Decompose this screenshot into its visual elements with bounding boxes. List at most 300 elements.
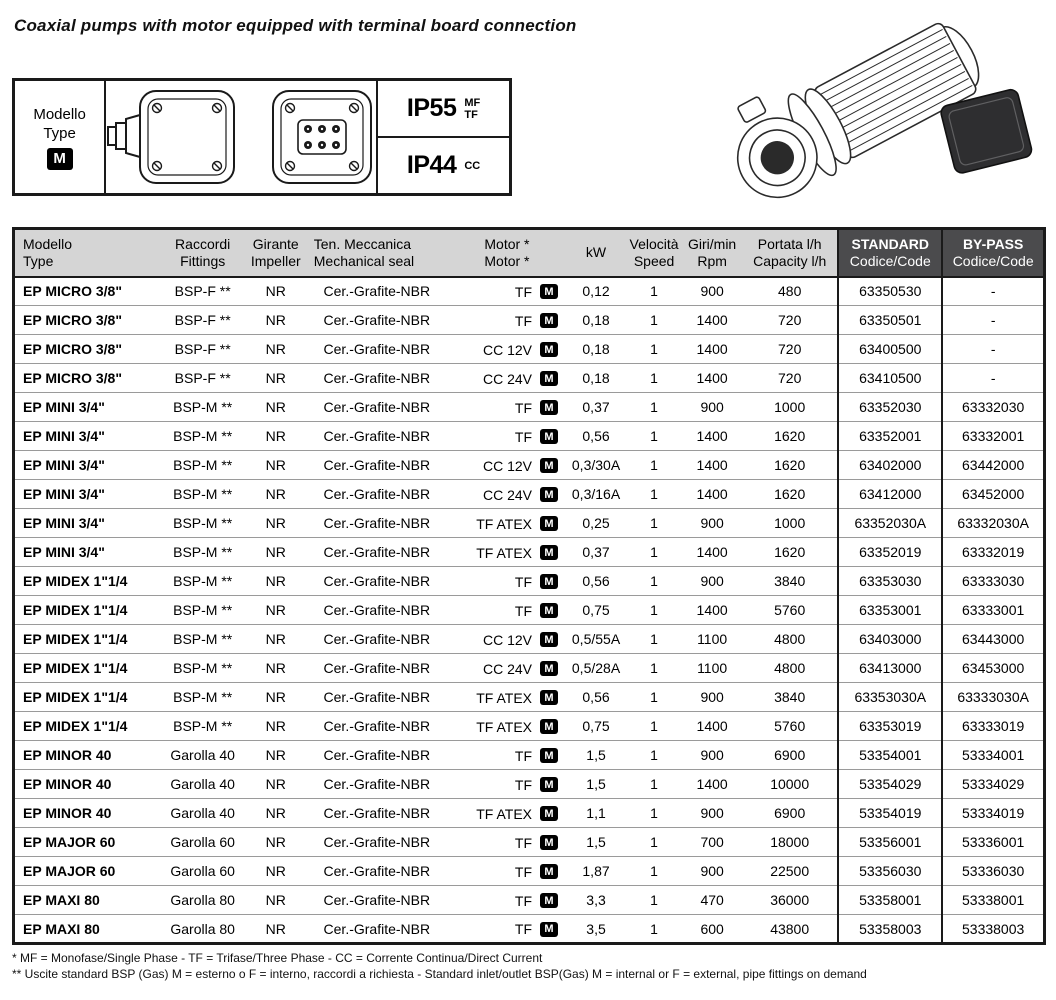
capacity-cell: 10000	[742, 770, 838, 799]
kw-cell: 3,3	[566, 886, 626, 915]
capacity-cell: 1620	[742, 480, 838, 509]
bypass-code-cell: 63333030A	[942, 683, 1044, 712]
col-header-kw: kW	[566, 229, 626, 277]
capacity-cell: 4800	[742, 625, 838, 654]
standard-code-cell: 63400500	[838, 335, 942, 364]
speed-cell: 1	[626, 480, 682, 509]
rpm-cell: 1400	[682, 335, 742, 364]
motor-m-badge: M	[540, 371, 558, 386]
motor-cell	[448, 712, 566, 741]
motor-m-badge: M	[540, 313, 558, 328]
seal-cell: Cer.-Grafite-NBR	[306, 335, 448, 364]
seal-cell: Cer.-Grafite-NBR	[306, 596, 448, 625]
model-type-section	[15, 81, 106, 193]
rpm-cell: 900	[682, 799, 742, 828]
motor-cell	[448, 364, 566, 393]
ip55-code: IP55	[406, 94, 457, 122]
motor-m-badge: M	[540, 690, 558, 705]
table-row	[14, 886, 1045, 915]
rpm-cell: 900	[682, 741, 742, 770]
model-cell: EP MINI 3/4"	[14, 538, 160, 567]
motor-type-label: TF ATEX	[476, 689, 532, 706]
seal-cell: Cer.-Grafite-NBR	[306, 538, 448, 567]
motor-type-label: TF	[514, 573, 532, 590]
motor-type-label: CC 12V	[482, 631, 532, 648]
capacity-cell: 720	[742, 364, 838, 393]
terminal-connector-drawing	[268, 87, 376, 187]
rpm-cell: 900	[682, 567, 742, 596]
speed-cell: 1	[626, 306, 682, 335]
fittings-cell: BSP-M **	[160, 625, 246, 654]
seal-cell: Cer.-Grafite-NBR	[306, 770, 448, 799]
impeller-cell: NR	[246, 509, 306, 538]
seal-cell: Cer.-Grafite-NBR	[306, 712, 448, 741]
model-label-en: Type	[43, 124, 76, 142]
motor-cell	[448, 741, 566, 770]
kw-cell: 1,1	[566, 799, 626, 828]
bypass-code-cell: -	[942, 277, 1044, 306]
table-header-row	[14, 229, 1045, 277]
motor-m-badge: M	[540, 574, 558, 589]
rpm-cell: 900	[682, 277, 742, 306]
model-cell: EP MAJOR 60	[14, 828, 160, 857]
motor-type-label: TF	[514, 834, 532, 851]
col-header-fittings: Raccordi Fittings	[160, 229, 246, 277]
kw-cell: 0,37	[566, 538, 626, 567]
motor-m-badge: M	[540, 806, 558, 821]
table-row	[14, 857, 1045, 886]
table-row	[14, 277, 1045, 306]
impeller-cell: NR	[246, 393, 306, 422]
model-cell: EP MINOR 40	[14, 741, 160, 770]
capacity-cell: 5760	[742, 596, 838, 625]
motor-type-label: TF	[514, 863, 532, 880]
fittings-cell: Garolla 80	[160, 886, 246, 915]
motor-cell	[448, 567, 566, 596]
motor-m-badge: M	[540, 835, 558, 850]
model-cell: EP MIDEX 1"1/4	[14, 712, 160, 741]
capacity-cell: 4800	[742, 654, 838, 683]
standard-code-cell: 63413000	[838, 654, 942, 683]
model-cell: EP MICRO 3/8"	[14, 306, 160, 335]
standard-code-cell: 53354019	[838, 799, 942, 828]
footnote-fittings: ** Uscite standard BSP (Gas) M = esterno o F = interno, raccordi a richiesta - Standard inlet/outlet BSP(Gas) M = internal or F = external, pipe fittings on demand	[12, 967, 867, 981]
impeller-cell: NR	[246, 364, 306, 393]
rpm-cell: 1400	[682, 480, 742, 509]
seal-cell: Cer.-Grafite-NBR	[306, 799, 448, 828]
speed-cell: 1	[626, 567, 682, 596]
model-cell: EP MAJOR 60	[14, 857, 160, 886]
kw-cell: 0,18	[566, 335, 626, 364]
standard-code-cell: 63353030A	[838, 683, 942, 712]
table-row	[14, 712, 1045, 741]
col-header-impeller: Girante Impeller	[246, 229, 306, 277]
standard-code-cell: 63352030	[838, 393, 942, 422]
fittings-cell: Garolla 40	[160, 770, 246, 799]
motor-type-label: TF	[514, 312, 532, 329]
motor-m-badge: M	[540, 864, 558, 879]
table-row	[14, 509, 1045, 538]
table-row	[14, 596, 1045, 625]
bypass-code-cell: 63452000	[942, 480, 1044, 509]
bypass-code-cell: 53338001	[942, 886, 1044, 915]
impeller-cell: NR	[246, 306, 306, 335]
rpm-cell: 1400	[682, 770, 742, 799]
speed-cell: 1	[626, 857, 682, 886]
speed-cell: 1	[626, 538, 682, 567]
kw-cell: 0,56	[566, 567, 626, 596]
motor-cell	[448, 683, 566, 712]
model-cell: EP MINI 3/4"	[14, 509, 160, 538]
impeller-cell: NR	[246, 596, 306, 625]
model-cell: EP MICRO 3/8"	[14, 335, 160, 364]
bypass-code-cell: 63333019	[942, 712, 1044, 741]
speed-cell: 1	[626, 422, 682, 451]
capacity-cell: 3840	[742, 683, 838, 712]
capacity-cell: 1620	[742, 538, 838, 567]
impeller-cell: NR	[246, 451, 306, 480]
motor-type-label: CC 24V	[482, 370, 532, 387]
rpm-cell: 900	[682, 683, 742, 712]
table-row	[14, 480, 1045, 509]
kw-cell: 0,25	[566, 509, 626, 538]
model-m-badge: M	[47, 148, 73, 170]
bypass-code-cell: 63332030	[942, 393, 1044, 422]
fittings-cell: BSP-M **	[160, 712, 246, 741]
rpm-cell: 1400	[682, 596, 742, 625]
motor-cell	[448, 422, 566, 451]
motor-type-label: TF	[514, 428, 532, 445]
speed-cell: 1	[626, 335, 682, 364]
motor-type-label: TF	[514, 892, 532, 909]
motor-type-label: TF ATEX	[476, 544, 532, 561]
fittings-cell: BSP-F **	[160, 306, 246, 335]
fittings-cell: BSP-M **	[160, 538, 246, 567]
motor-cell	[448, 915, 566, 944]
model-cell: EP MAXI 80	[14, 886, 160, 915]
motor-type-label: CC 12V	[482, 457, 532, 474]
impeller-cell: NR	[246, 335, 306, 364]
seal-cell: Cer.-Grafite-NBR	[306, 828, 448, 857]
impeller-cell: NR	[246, 625, 306, 654]
kw-cell: 1,87	[566, 857, 626, 886]
standard-code-cell: 63412000	[838, 480, 942, 509]
motor-m-badge: M	[540, 632, 558, 647]
kw-cell: 0,5/28A	[566, 654, 626, 683]
model-cell: EP MINOR 40	[14, 799, 160, 828]
fittings-cell: Garolla 60	[160, 828, 246, 857]
motor-cell	[448, 335, 566, 364]
motor-m-badge: M	[540, 719, 558, 734]
col-header-motor: Motor * Motor *	[448, 229, 566, 277]
motor-type-label: CC 12V	[482, 341, 532, 358]
motor-m-badge: M	[540, 661, 558, 676]
bypass-code-cell: 53338003	[962, 920, 1025, 937]
speed-cell: 1	[626, 712, 682, 741]
motor-m-badge: M	[540, 400, 558, 415]
impeller-cell: NR	[246, 741, 306, 770]
col-header-capacity: Portata l/h Capacity l/h	[742, 229, 838, 277]
col-header-speed: Velocità Speed	[626, 229, 682, 277]
bypass-code-cell: 63332001	[942, 422, 1044, 451]
fittings-cell: BSP-M **	[160, 480, 246, 509]
ip44-row	[378, 138, 509, 193]
bypass-code-cell: 63453000	[942, 654, 1044, 683]
seal-cell: Cer.-Grafite-NBR	[306, 277, 448, 306]
fittings-cell: BSP-M **	[160, 422, 246, 451]
speed-cell: 1	[626, 654, 682, 683]
standard-code-cell: 63350501	[838, 306, 942, 335]
capacity-cell: 1000	[742, 509, 838, 538]
ip55-note-mf: MF	[464, 96, 481, 109]
kw-cell: 1,5	[566, 741, 626, 770]
impeller-cell: NR	[246, 886, 306, 915]
rpm-cell: 700	[682, 828, 742, 857]
impeller-cell: NR	[246, 799, 306, 828]
motor-m-badge: M	[540, 748, 558, 763]
table-row	[14, 451, 1045, 480]
standard-code-cell: 53358003	[838, 915, 942, 944]
seal-cell: Cer.-Grafite-NBR	[306, 654, 448, 683]
table-row	[14, 335, 1045, 364]
model-cell: EP MINI 3/4"	[14, 451, 160, 480]
rpm-cell: 1400	[682, 712, 742, 741]
capacity-cell: 18000	[742, 828, 838, 857]
motor-m-badge: M	[540, 603, 558, 618]
speed-cell: 1	[626, 364, 682, 393]
kw-cell: 0,18	[566, 364, 626, 393]
bypass-code-cell: 53334019	[942, 799, 1044, 828]
table-row	[14, 915, 1045, 944]
standard-code-cell: 63410500	[838, 364, 942, 393]
speed-cell: 1	[626, 509, 682, 538]
kw-cell: 0,37	[566, 393, 626, 422]
page-title: Coaxial pumps with motor equipped with terminal board connection	[14, 16, 577, 35]
table-row	[14, 799, 1045, 828]
motor-cell	[448, 799, 566, 828]
motor-type-label: TF	[514, 776, 532, 793]
impeller-cell: NR	[246, 422, 306, 451]
fittings-cell: Garolla 80	[170, 920, 235, 937]
seal-cell: Cer.-Grafite-NBR	[306, 741, 448, 770]
table-row	[14, 364, 1045, 393]
capacity-cell: 480	[742, 277, 838, 306]
seal-cell: Cer.-Grafite-NBR	[306, 393, 448, 422]
motor-type-label: TF	[514, 602, 532, 619]
seal-cell: Cer.-Grafite-NBR	[306, 683, 448, 712]
impeller-cell: NR	[246, 828, 306, 857]
impeller-cell: NR	[265, 920, 286, 937]
seal-cell: Cer.-Grafite-NBR	[306, 886, 448, 915]
col-header-seal: Ten. Meccanica Mechanical seal	[306, 229, 448, 277]
capacity-cell: 5760	[742, 712, 838, 741]
table-row	[14, 422, 1045, 451]
seal-cell: Cer.-Grafite-NBR	[306, 364, 448, 393]
rpm-cell: 1400	[682, 364, 742, 393]
impeller-cell: NR	[246, 857, 306, 886]
impeller-cell: NR	[246, 480, 306, 509]
speed-cell: 1	[650, 920, 658, 937]
speed-cell: 1	[626, 683, 682, 712]
seal-cell: Cer.-Grafite-NBR	[306, 306, 448, 335]
motor-type-label: TF ATEX	[476, 805, 532, 822]
kw-cell: 0,56	[566, 683, 626, 712]
footnote-motor-types: * MF = Monofase/Single Phase - TF = Trifase/Three Phase - CC = Corrente Continua/Direct Current	[12, 951, 543, 965]
rpm-cell: 900	[682, 393, 742, 422]
standard-code-cell: 63353030	[838, 567, 942, 596]
ip-rating-section	[376, 81, 509, 193]
fittings-cell: Garolla 40	[160, 741, 246, 770]
bypass-code-cell: 53334001	[942, 741, 1044, 770]
impeller-cell: NR	[246, 538, 306, 567]
speed-cell: 1	[626, 770, 682, 799]
model-cell: EP MINOR 40	[14, 770, 160, 799]
seal-cell: Cer.-Grafite-NBR	[323, 920, 431, 937]
table-row	[14, 306, 1045, 335]
kw-cell: 0,56	[566, 422, 626, 451]
capacity-cell: 36000	[742, 886, 838, 915]
capacity-cell: 1620	[742, 422, 838, 451]
impeller-cell: NR	[246, 712, 306, 741]
model-cell: EP MICRO 3/8"	[14, 364, 160, 393]
bypass-code-cell: 63332030A	[942, 509, 1044, 538]
seal-cell: Cer.-Grafite-NBR	[306, 509, 448, 538]
model-info-box	[12, 78, 512, 196]
ip44-code: IP44	[406, 151, 457, 179]
speed-cell: 1	[626, 625, 682, 654]
standard-code-cell: 63403000	[838, 625, 942, 654]
motor-cell	[448, 828, 566, 857]
motor-m-badge: M	[540, 458, 558, 473]
rpm-cell: 1400	[682, 306, 742, 335]
bypass-code-cell: -	[942, 364, 1044, 393]
standard-code-cell: 63352019	[838, 538, 942, 567]
motor-cell	[448, 886, 566, 915]
fittings-cell: Garolla 60	[160, 857, 246, 886]
capacity-cell: 720	[742, 306, 838, 335]
kw-cell: 0,12	[566, 277, 626, 306]
capacity-cell: 1620	[742, 451, 838, 480]
motor-type-label: TF ATEX	[476, 515, 532, 532]
table-row	[14, 828, 1045, 857]
col-header-bypass-code: BY-PASS Codice/Code	[942, 229, 1044, 277]
impeller-cell: NR	[246, 567, 306, 596]
rpm-cell: 900	[682, 509, 742, 538]
kw-cell: 1,5	[566, 828, 626, 857]
capacity-cell: 720	[742, 335, 838, 364]
bypass-code-cell: 63333030	[942, 567, 1044, 596]
speed-cell: 1	[626, 393, 682, 422]
motor-m-badge: M	[540, 545, 558, 560]
speed-cell: 1	[626, 741, 682, 770]
model-cell: EP MIDEX 1"1/4	[14, 654, 160, 683]
motor-m-badge: M	[540, 893, 558, 908]
kw-cell: 0,18	[566, 306, 626, 335]
standard-code-cell: 63353019	[838, 712, 942, 741]
kw-cell: 3,5	[586, 920, 606, 937]
ip44-note-cc: CC	[464, 159, 481, 172]
model-cell: EP MICRO 3/8"	[14, 277, 160, 306]
speed-cell: 1	[626, 277, 682, 306]
motor-cell	[448, 306, 566, 335]
speed-cell: 1	[626, 596, 682, 625]
motor-m-badge: M	[540, 487, 558, 502]
seal-cell: Cer.-Grafite-NBR	[306, 567, 448, 596]
fittings-cell: BSP-F **	[160, 335, 246, 364]
bypass-code-cell: 63443000	[942, 625, 1044, 654]
model-label-it: Modello	[33, 105, 86, 123]
motor-cell	[448, 654, 566, 683]
motor-cell	[448, 625, 566, 654]
model-cell: EP MINI 3/4"	[14, 393, 160, 422]
seal-cell: Cer.-Grafite-NBR	[306, 480, 448, 509]
standard-code-cell: 53356001	[838, 828, 942, 857]
standard-code-cell: 53356030	[838, 857, 942, 886]
impeller-cell: NR	[246, 770, 306, 799]
rpm-cell: 1400	[682, 538, 742, 567]
bypass-code-cell: 63332019	[942, 538, 1044, 567]
fittings-cell: Garolla 40	[160, 799, 246, 828]
fittings-cell: BSP-F **	[160, 364, 246, 393]
standard-code-cell: 63350530	[838, 277, 942, 306]
model-cell: EP MINI 3/4"	[14, 480, 160, 509]
footnotes	[12, 950, 867, 982]
capacity-cell: 1000	[742, 393, 838, 422]
pump-specs-table	[12, 227, 1046, 945]
table-row	[14, 393, 1045, 422]
motor-cell	[448, 770, 566, 799]
speed-cell: 1	[626, 799, 682, 828]
motor-m-badge: M	[540, 922, 558, 937]
table-row	[14, 567, 1045, 596]
rpm-cell: 1100	[682, 654, 742, 683]
terminal-box-drawing	[106, 87, 240, 187]
impeller-cell: NR	[246, 277, 306, 306]
model-cell: EP MAXI 80	[23, 920, 100, 937]
bypass-code-cell: 53336001	[942, 828, 1044, 857]
motor-type-label: TF	[514, 283, 532, 300]
motor-cell	[448, 509, 566, 538]
capacity-cell: 3840	[742, 567, 838, 596]
standard-code-cell: 63402000	[838, 451, 942, 480]
motor-cell	[448, 393, 566, 422]
impeller-cell: NR	[246, 683, 306, 712]
speed-cell: 1	[626, 886, 682, 915]
motor-cell	[448, 538, 566, 567]
motor-cell	[448, 480, 566, 509]
standard-code-cell: 53354029	[838, 770, 942, 799]
impeller-cell: NR	[246, 654, 306, 683]
motor-type-label: TF	[514, 747, 532, 764]
capacity-cell: 43800	[770, 920, 810, 937]
kw-cell: 0,5/55A	[566, 625, 626, 654]
bypass-code-cell: 63442000	[942, 451, 1044, 480]
table-row	[14, 741, 1045, 770]
bypass-code-cell: 53334029	[942, 770, 1044, 799]
motor-m-badge: M	[540, 284, 558, 299]
motor-cell	[448, 277, 566, 306]
table-row	[14, 625, 1045, 654]
motor-type-label: TF ATEX	[476, 718, 532, 735]
standard-code-cell: 53358001	[838, 886, 942, 915]
fittings-cell: BSP-M **	[160, 567, 246, 596]
standard-code-cell: 63352030A	[838, 509, 942, 538]
kw-cell: 1,5	[566, 770, 626, 799]
capacity-cell: 22500	[742, 857, 838, 886]
model-cell: EP MIDEX 1"1/4	[14, 683, 160, 712]
ip55-row	[378, 81, 509, 138]
standard-code-cell: 63352001	[838, 422, 942, 451]
